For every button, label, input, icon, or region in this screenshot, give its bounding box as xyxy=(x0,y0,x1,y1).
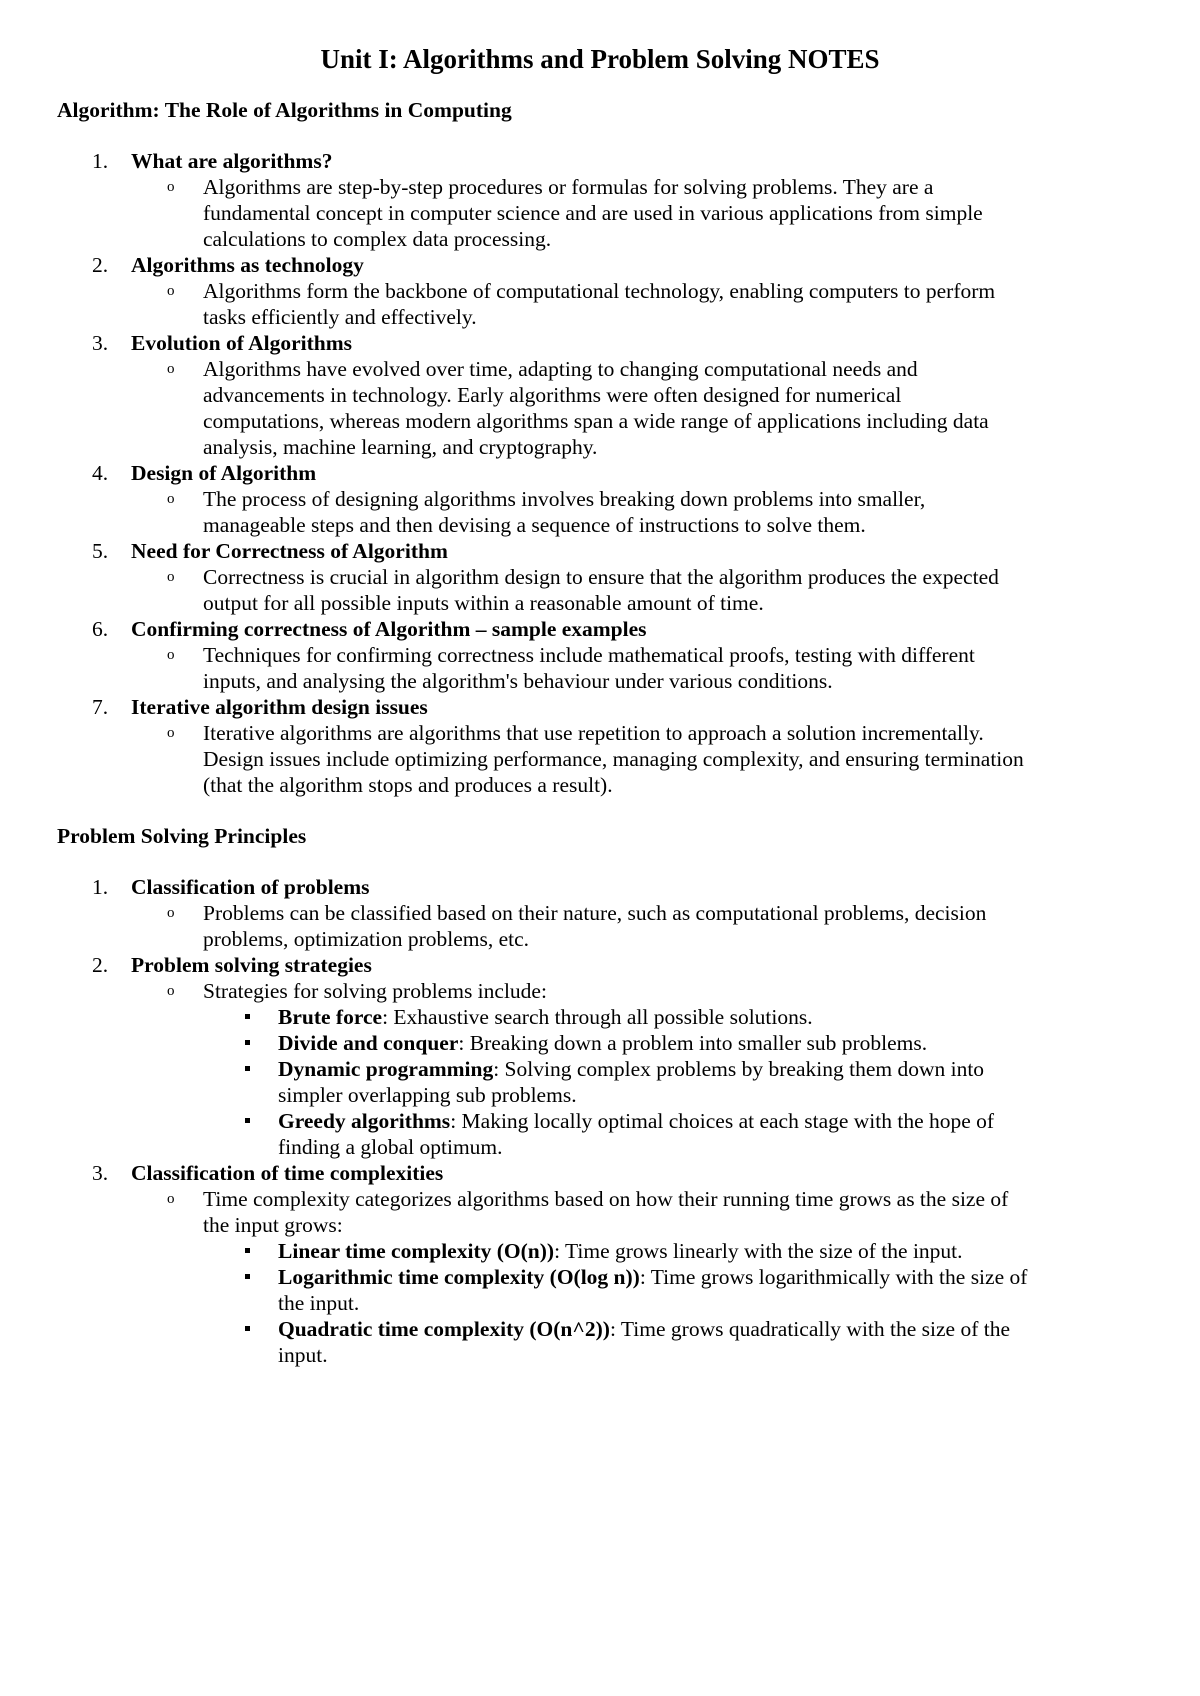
item-title: What are algorithms? xyxy=(131,149,333,173)
item-text-line: Problems can be classified based on their nature, such as computational problems, decision xyxy=(203,901,987,925)
subitem-text: : Exhaustive search through all possible solutions. xyxy=(382,1005,813,1029)
subitem-text-line: simpler overlapping sub problems. xyxy=(278,1083,577,1107)
subitem-text: : Breaking down a problem into smaller sub problems. xyxy=(458,1031,928,1055)
bullet-o: o xyxy=(167,491,175,507)
item-text-line: Strategies for solving problems include: xyxy=(203,979,547,1003)
item-number: 7. xyxy=(92,695,109,719)
section-heading: Algorithm: The Role of Algorithms in Computing xyxy=(57,98,512,122)
item-text-line: output for all possible inputs within a reasonable amount of time. xyxy=(203,591,764,615)
item-number: 2. xyxy=(92,253,109,277)
item-text-line: inputs, and analysing the algorithm's behaviour under various conditions. xyxy=(203,669,833,693)
item-number: 1. xyxy=(92,875,109,899)
subitem-term: Logarithmic time complexity (O(log n)) xyxy=(278,1265,640,1289)
item-text-line: problems, optimization problems, etc. xyxy=(203,927,530,951)
bullet-square xyxy=(245,1326,250,1331)
item-title: Algorithms as technology xyxy=(131,253,364,277)
bullet-o: o xyxy=(167,569,175,585)
subitem-line xyxy=(278,1029,927,1057)
subitem-line xyxy=(278,1315,1010,1343)
item-text-line: tasks efficiently and effectively. xyxy=(203,305,477,329)
subitem-text: : Time grows linearly with the size of the input. xyxy=(554,1239,963,1263)
item-text-line: analysis, machine learning, and cryptography. xyxy=(203,435,598,459)
item-title: Need for Correctness of Algorithm xyxy=(131,539,448,563)
subitem-line xyxy=(278,1003,813,1031)
subitem-line xyxy=(278,1263,1027,1291)
subitem-text: : Time grows quadratically with the size of the xyxy=(609,1317,1011,1341)
bullet-square xyxy=(245,1118,250,1123)
item-text-line: Algorithms form the backbone of computational technology, enabling computers to perform xyxy=(203,279,996,303)
item-title: Evolution of Algorithms xyxy=(131,331,352,355)
item-title: Confirming correctness of Algorithm – sample examples xyxy=(131,617,647,641)
item-text-line: fundamental concept in computer science and are used in various applications from simple xyxy=(203,201,983,225)
item-text-line: Techniques for confirming correctness include mathematical proofs, testing with different xyxy=(203,643,975,667)
item-text-line: (that the algorithm stops and produces a result). xyxy=(203,773,613,797)
subitem-text-line: input. xyxy=(278,1343,328,1367)
subitem-text-line: finding a global optimum. xyxy=(278,1135,503,1159)
item-title: Problem solving strategies xyxy=(131,953,372,977)
subitem-term: Linear time complexity (O(n)) xyxy=(278,1239,555,1263)
bullet-o: o xyxy=(167,179,175,195)
subitem-term: Divide and conquer xyxy=(278,1031,459,1055)
item-title: Iterative algorithm design issues xyxy=(131,695,428,719)
item-text-line: manageable steps and then devising a sequence of instructions to solve them. xyxy=(203,513,866,537)
bullet-square xyxy=(245,1274,250,1279)
subitem-term: Brute force xyxy=(278,1005,383,1029)
item-text-line: Time complexity categorizes algorithms based on how their running time grows as the size of xyxy=(203,1187,1009,1211)
item-number: 5. xyxy=(92,539,109,563)
bullet-square xyxy=(245,1014,250,1019)
subitem-term: Quadratic time complexity (O(n^2)) xyxy=(278,1317,610,1341)
bullet-o: o xyxy=(167,1191,175,1207)
bullet-o: o xyxy=(167,361,175,377)
item-number: 6. xyxy=(92,617,109,641)
item-title: Classification of problems xyxy=(131,875,370,899)
item-title: Design of Algorithm xyxy=(131,461,317,485)
bullet-o: o xyxy=(167,905,175,921)
bullet-o: o xyxy=(167,725,175,741)
item-text-line: Iterative algorithms are algorithms that use repetition to approach a solution incrementally. xyxy=(203,721,984,745)
subitem-line xyxy=(278,1107,994,1135)
bullet-o: o xyxy=(167,647,175,663)
subitem-term: Dynamic programming xyxy=(278,1057,494,1081)
item-text-line: Design issues include optimizing performance, managing complexity, and ensuring termination xyxy=(203,747,1024,771)
item-text-line: calculations to complex data processing. xyxy=(203,227,552,251)
subitem-text: : Time grows logarithmically with the size of xyxy=(639,1265,1028,1289)
item-text-line: computations, whereas modern algorithms span a wide range of applications including data xyxy=(203,409,989,433)
item-number: 2. xyxy=(92,953,109,977)
subitem-term: Greedy algorithms xyxy=(278,1109,451,1133)
item-number: 3. xyxy=(92,1161,109,1185)
page-title: Unit I: Algorithms and Problem Solving NOTES xyxy=(320,44,880,74)
subitem-text: : Solving complex problems by breaking them down into xyxy=(493,1057,985,1081)
subitem-text-line: the input. xyxy=(278,1291,360,1315)
item-number: 4. xyxy=(92,461,109,485)
item-number: 3. xyxy=(92,331,109,355)
item-text-line: The process of designing algorithms involves breaking down problems into smaller, xyxy=(203,487,926,511)
subitem-text: : Making locally optimal choices at each stage with the hope of xyxy=(450,1109,995,1133)
item-title: Classification of time complexities xyxy=(131,1161,444,1185)
bullet-square xyxy=(245,1040,250,1045)
subitem-line xyxy=(278,1237,963,1265)
bullet-o: o xyxy=(167,983,175,999)
item-text-line: advancements in technology. Early algorithms were often designed for numerical xyxy=(203,383,902,407)
bullet-o: o xyxy=(167,283,175,299)
item-number: 1. xyxy=(92,149,109,173)
item-text-line: Algorithms have evolved over time, adapting to changing computational needs and xyxy=(203,357,918,381)
item-text-line: Correctness is crucial in algorithm design to ensure that the algorithm produces the expected xyxy=(203,565,999,589)
subitem-line xyxy=(278,1055,984,1083)
item-text-line: the input grows: xyxy=(203,1213,343,1237)
section-heading: Problem Solving Principles xyxy=(57,824,307,848)
bullet-square xyxy=(245,1248,250,1253)
item-text-line: Algorithms are step-by-step procedures or formulas for solving problems. They are a xyxy=(203,175,934,199)
bullet-square xyxy=(245,1066,250,1071)
